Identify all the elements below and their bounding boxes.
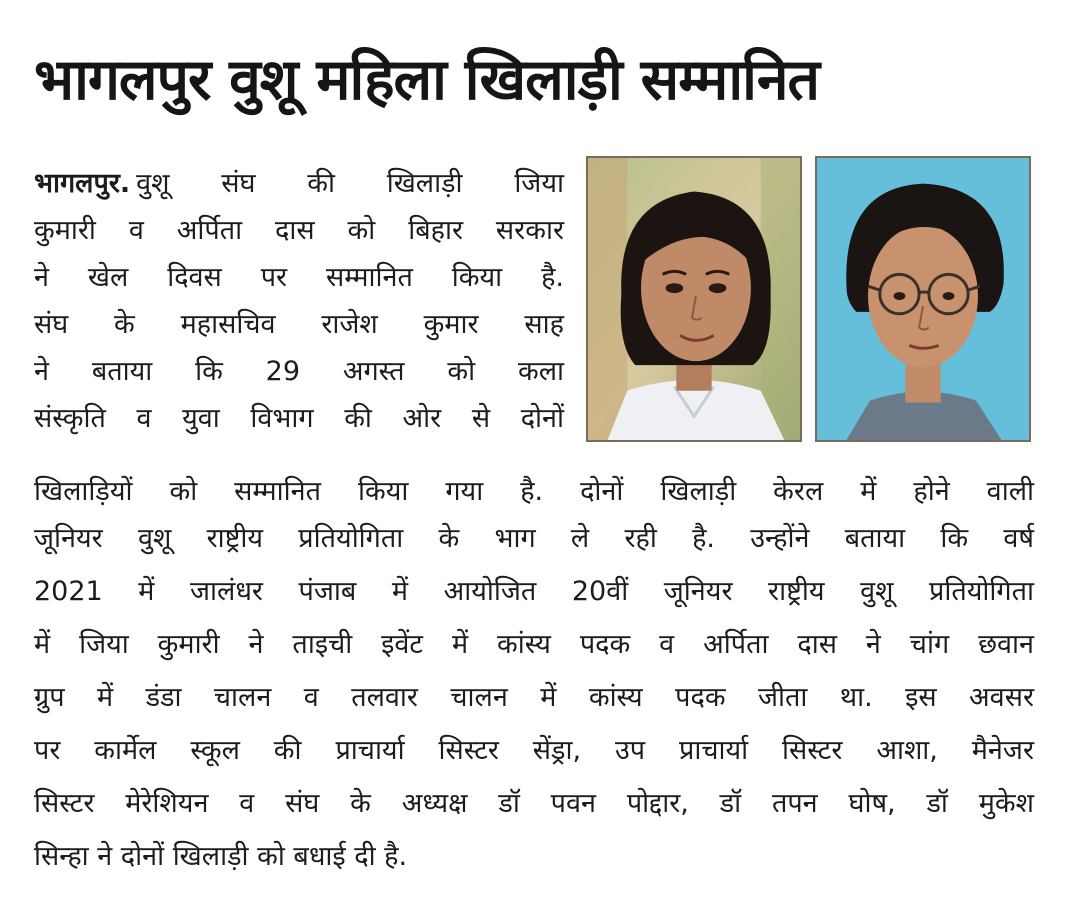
portrait-girl-image — [588, 158, 800, 440]
dateline: भागलपुर. — [34, 168, 131, 199]
article-line-5: ने बताया कि 29 अगस्त को कला — [34, 356, 564, 387]
article-line-9: 2021 में जालंधर पंजाब में आयोजित 20वीं जूनियर राष्ट्रीय वुशू प्रतियोगिता — [34, 576, 1034, 607]
article-line-7: खिलाड़ियों को सम्मानित किया गया है. दोनों खिलाड़ी केरल में होने वाली — [34, 476, 1034, 507]
article-line-1-text: वुशू संघ की खिलाड़ी जिया — [136, 168, 564, 199]
article-line-3: ने खेल दिवस पर सम्मानित किया है. — [34, 262, 564, 293]
article-line-10: में जिया कुमारी ने ताइची इवेंट में कांस्य पदक व अर्पिता दास ने चांग छवान — [34, 629, 1034, 660]
article-line-14: सिन्हा ने दोनों खिलाड़ी को बधाई दी है. — [34, 841, 408, 872]
article-line-1 — [34, 160, 564, 207]
headline: भागलपुर वुशू महिला खिलाड़ी सम्मानित — [34, 47, 819, 113]
article-line-6: संस्कृति व युवा विभाग की ओर से दोनों — [34, 403, 564, 434]
portrait-player-image — [817, 158, 1029, 440]
article-line-12: पर कार्मेल स्कूल की प्राचार्या सिस्टर सेंड्रा, उप प्राचार्या सिस्टर आशा, मैनेजर — [34, 735, 1034, 766]
photo-jiya-kumari — [586, 156, 802, 442]
article-line-8: जूनियर वुशू राष्ट्रीय प्रतियोगिता के भाग ले रही है. उन्होंने बताया कि वर्ष — [34, 523, 1034, 554]
article-line-13: सिस्टर मेरेशियन व संघ के अध्यक्ष डॉ पवन पोद्दार, डॉ तपन घोष, डॉ मुकेश — [34, 788, 1034, 819]
article-line-4: संघ के महासचिव राजेश कुमार साह — [34, 309, 564, 340]
photo-arpita-das — [815, 156, 1031, 442]
article-line-11: ग्रुप में डंडा चालन व तलवार चालन में कांस्य पदक जीता था. इस अवसर — [34, 682, 1034, 713]
article-line-2: कुमारी व अर्पिता दास को बिहार सरकार — [34, 215, 564, 246]
